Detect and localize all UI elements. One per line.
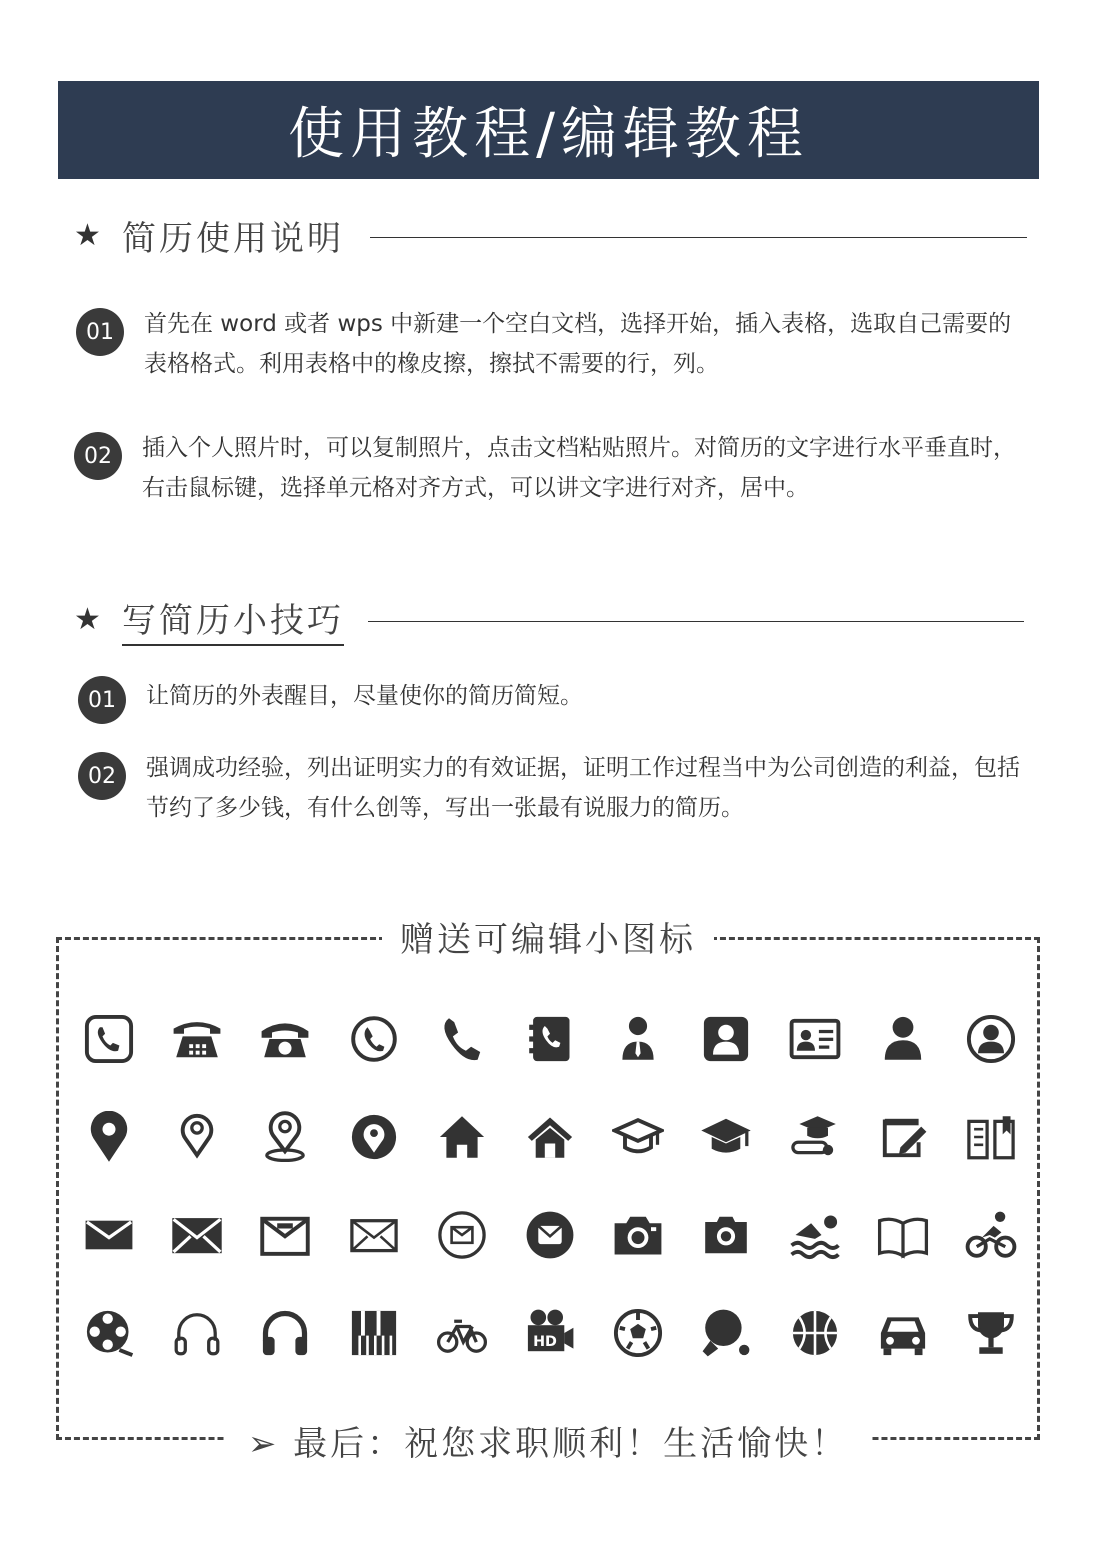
home-outline-icon [521,1108,579,1166]
headphones-icon [256,1304,314,1362]
star-icon: ★ [74,601,101,637]
graduation-cap-icon [697,1108,755,1166]
basketball-icon [786,1304,844,1362]
piano-icon [345,1304,403,1362]
item-text: 插入个人照片时，可以复制照片，点击文档粘贴照片。对简历的文字进行水平垂直时，右击鼠标键，选择单元格对齐方式，可以讲文字进行对齐，居中。 [142,435,1016,501]
phone-handset-icon [433,1010,491,1068]
mail-circle-outline-icon [433,1206,491,1264]
home-icon [433,1108,491,1166]
user-circle-icon [962,1010,1020,1068]
item-number-badge: 01 [78,676,126,724]
location-circle-icon [345,1108,403,1166]
location-pin-icon [80,1108,138,1166]
item-text: 让简历的外表醒目，尽量使你的简历简短。 [146,683,583,709]
soccer-ball-icon [609,1304,667,1362]
closing-message: ➢ 最后：祝您求职顺利！生活愉快！ [226,1424,870,1464]
swimming-icon [786,1206,844,1264]
phone-book-icon [521,1010,579,1068]
icon-row [80,1304,1020,1362]
section-title: 简历使用说明 [122,218,344,259]
svg-text:HD: HD [533,1334,557,1350]
list-item [78,672,1026,724]
closing-line [0,1416,1096,1465]
star-icon: ★ [74,217,101,253]
mail-circle-icon [521,1206,579,1264]
item-number-badge: 02 [78,752,126,800]
mail-icon [80,1206,138,1264]
location-marker-icon [256,1108,314,1166]
item-number-badge: 02 [74,432,122,480]
hd-video-camera-icon [521,1304,579,1362]
edit-note-icon [874,1108,932,1166]
id-card-icon [786,1010,844,1068]
airmail-icon [256,1206,314,1264]
car-icon [874,1304,932,1362]
section-divider [368,621,1024,622]
section-heading-usage [74,210,344,260]
list-item [74,428,1022,508]
trophy-icon [962,1304,1020,1362]
item-text: 首先在 word 或者 wps 中新建一个空白文档，选择开始，插入表格，选取自己需要的表格格式。利用表格中的橡皮擦，擦拭不需要的行，列。 [144,311,1012,377]
person-tie-icon [609,1010,667,1068]
icon-grid [80,1010,1020,1362]
page-title: 使用教程/编辑教程 [288,102,809,167]
envelope-outline-icon [345,1206,403,1264]
icon-box-heading [0,912,1096,961]
section-divider [370,237,1027,238]
camera-icon [609,1206,667,1264]
icon-row [80,1108,1020,1166]
icon-row [80,1206,1020,1264]
desk-phone-icon [168,1010,226,1068]
list-item [78,748,1026,828]
location-outline-icon [168,1108,226,1166]
envelope-icon [168,1206,226,1264]
headphones-outline-icon [168,1304,226,1362]
contact-card-icon [697,1010,755,1068]
user-icon [874,1010,932,1068]
phone-square-icon [80,1010,138,1068]
bicycle-icon [433,1304,491,1362]
list-item [76,304,1024,384]
page-title-banner [58,81,1039,179]
icon-box-title: 赠送可编辑小图标 [382,920,714,960]
cycling-icon [962,1206,1020,1264]
book-outline-icon [874,1206,932,1264]
item-number-badge: 01 [76,308,124,356]
graduation-cap-outline-icon [609,1108,667,1166]
phone-circle-icon [345,1010,403,1068]
camera-square-icon [697,1206,755,1264]
section-title: 写简历小技巧 [122,593,344,646]
rotary-phone-icon [256,1010,314,1068]
ping-pong-icon [697,1304,755,1362]
film-reel-icon [80,1304,138,1362]
section-heading-tips [74,594,344,644]
open-book-icon [962,1108,1020,1166]
icon-row [80,1010,1020,1068]
diploma-icon [786,1108,844,1166]
item-text: 强调成功经验，列出证明实力的有效证据，证明工作过程当中为公司创造的利益，包括节约了多少钱，有什么创等，写出一张最有说服力的简历。 [146,755,1020,821]
